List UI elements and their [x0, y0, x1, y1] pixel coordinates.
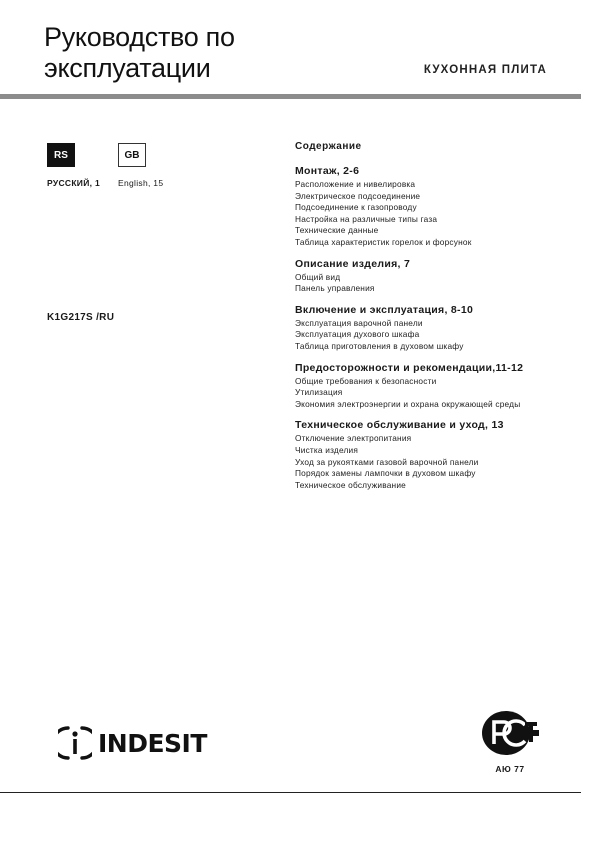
language-label-rs: РУССКИЙ, 1: [47, 178, 100, 188]
indesit-logo-icon: [58, 724, 92, 762]
toc-item: Эксплуатация варочной панели: [295, 317, 423, 328]
toc-item: Подсоединение к газопроводу: [295, 202, 417, 213]
toc-title: Содержание: [295, 141, 362, 152]
toc-item: Уход за рукоятками газовой варочной панели: [295, 456, 479, 467]
toc-section: [295, 165, 575, 249]
brand-name: INDESIT: [98, 728, 207, 758]
page-title: [44, 22, 235, 84]
toc-item: Отключение электропитания: [295, 433, 412, 444]
certification-mark: [478, 708, 542, 774]
language-badge-rs: RS: [47, 143, 75, 167]
page-title-line-2: эксплуатации: [44, 53, 211, 83]
toc-item: Техническое обслуживание: [295, 479, 406, 490]
toc-section-heading: Описание изделия, 7: [295, 257, 411, 270]
brand-logo: [58, 724, 207, 762]
certification-code: АЮ 77: [495, 764, 525, 774]
toc-item: Электрическое подсоединение: [295, 190, 421, 201]
toc-item: Расположение и нивелировка: [295, 179, 416, 189]
toc-item: Общие требования к безопасности: [295, 375, 437, 386]
toc-item: Технические данные: [295, 225, 379, 236]
toc-section-heading: Монтаж, 2-6: [295, 165, 360, 177]
toc-sections: [295, 165, 575, 491]
toc-item: Экономия электроэнергии и охрана окружающей среды: [295, 398, 521, 409]
footer-divider: [0, 792, 581, 793]
toc-item: Утилизация: [295, 387, 343, 398]
toc-section: [295, 419, 575, 491]
toc-section: [295, 362, 575, 411]
rostest-certification-icon: [479, 708, 541, 758]
toc-section: [295, 258, 575, 295]
product-type: КУХОННАЯ ПЛИТА: [423, 64, 547, 76]
language-label-gb: English, 15: [118, 178, 164, 188]
toc-item: Таблица приготовления в духовом шкафу: [295, 340, 464, 351]
toc-item: Общий вид: [295, 271, 341, 282]
toc-section: [295, 304, 575, 353]
language-badge-gb: GB: [118, 143, 146, 167]
toc-item: Настройка на различные типы газа: [295, 213, 438, 224]
toc-item: Панель управления: [295, 283, 375, 294]
toc-item: Эксплуатация духового шкафа: [295, 329, 420, 340]
toc-section-heading: Техническое обслуживание и уход, 13: [295, 419, 504, 432]
header-divider: [0, 94, 581, 99]
page-title-line-1: Руководство по: [44, 22, 235, 52]
model-number: K1G217S /RU: [47, 312, 115, 323]
toc-item: Чистка изделия: [295, 444, 359, 455]
toc-item: Порядок замены лампочки в духовом шкафу: [295, 468, 476, 479]
toc-item: Таблица характеристик горелок и форсунок: [295, 236, 472, 247]
toc-section-heading: Предосторожности и рекомендации,11-12: [295, 361, 524, 374]
toc-section-heading: Включение и эксплуатация, 8-10: [295, 303, 474, 316]
table-of-contents: [295, 141, 575, 500]
